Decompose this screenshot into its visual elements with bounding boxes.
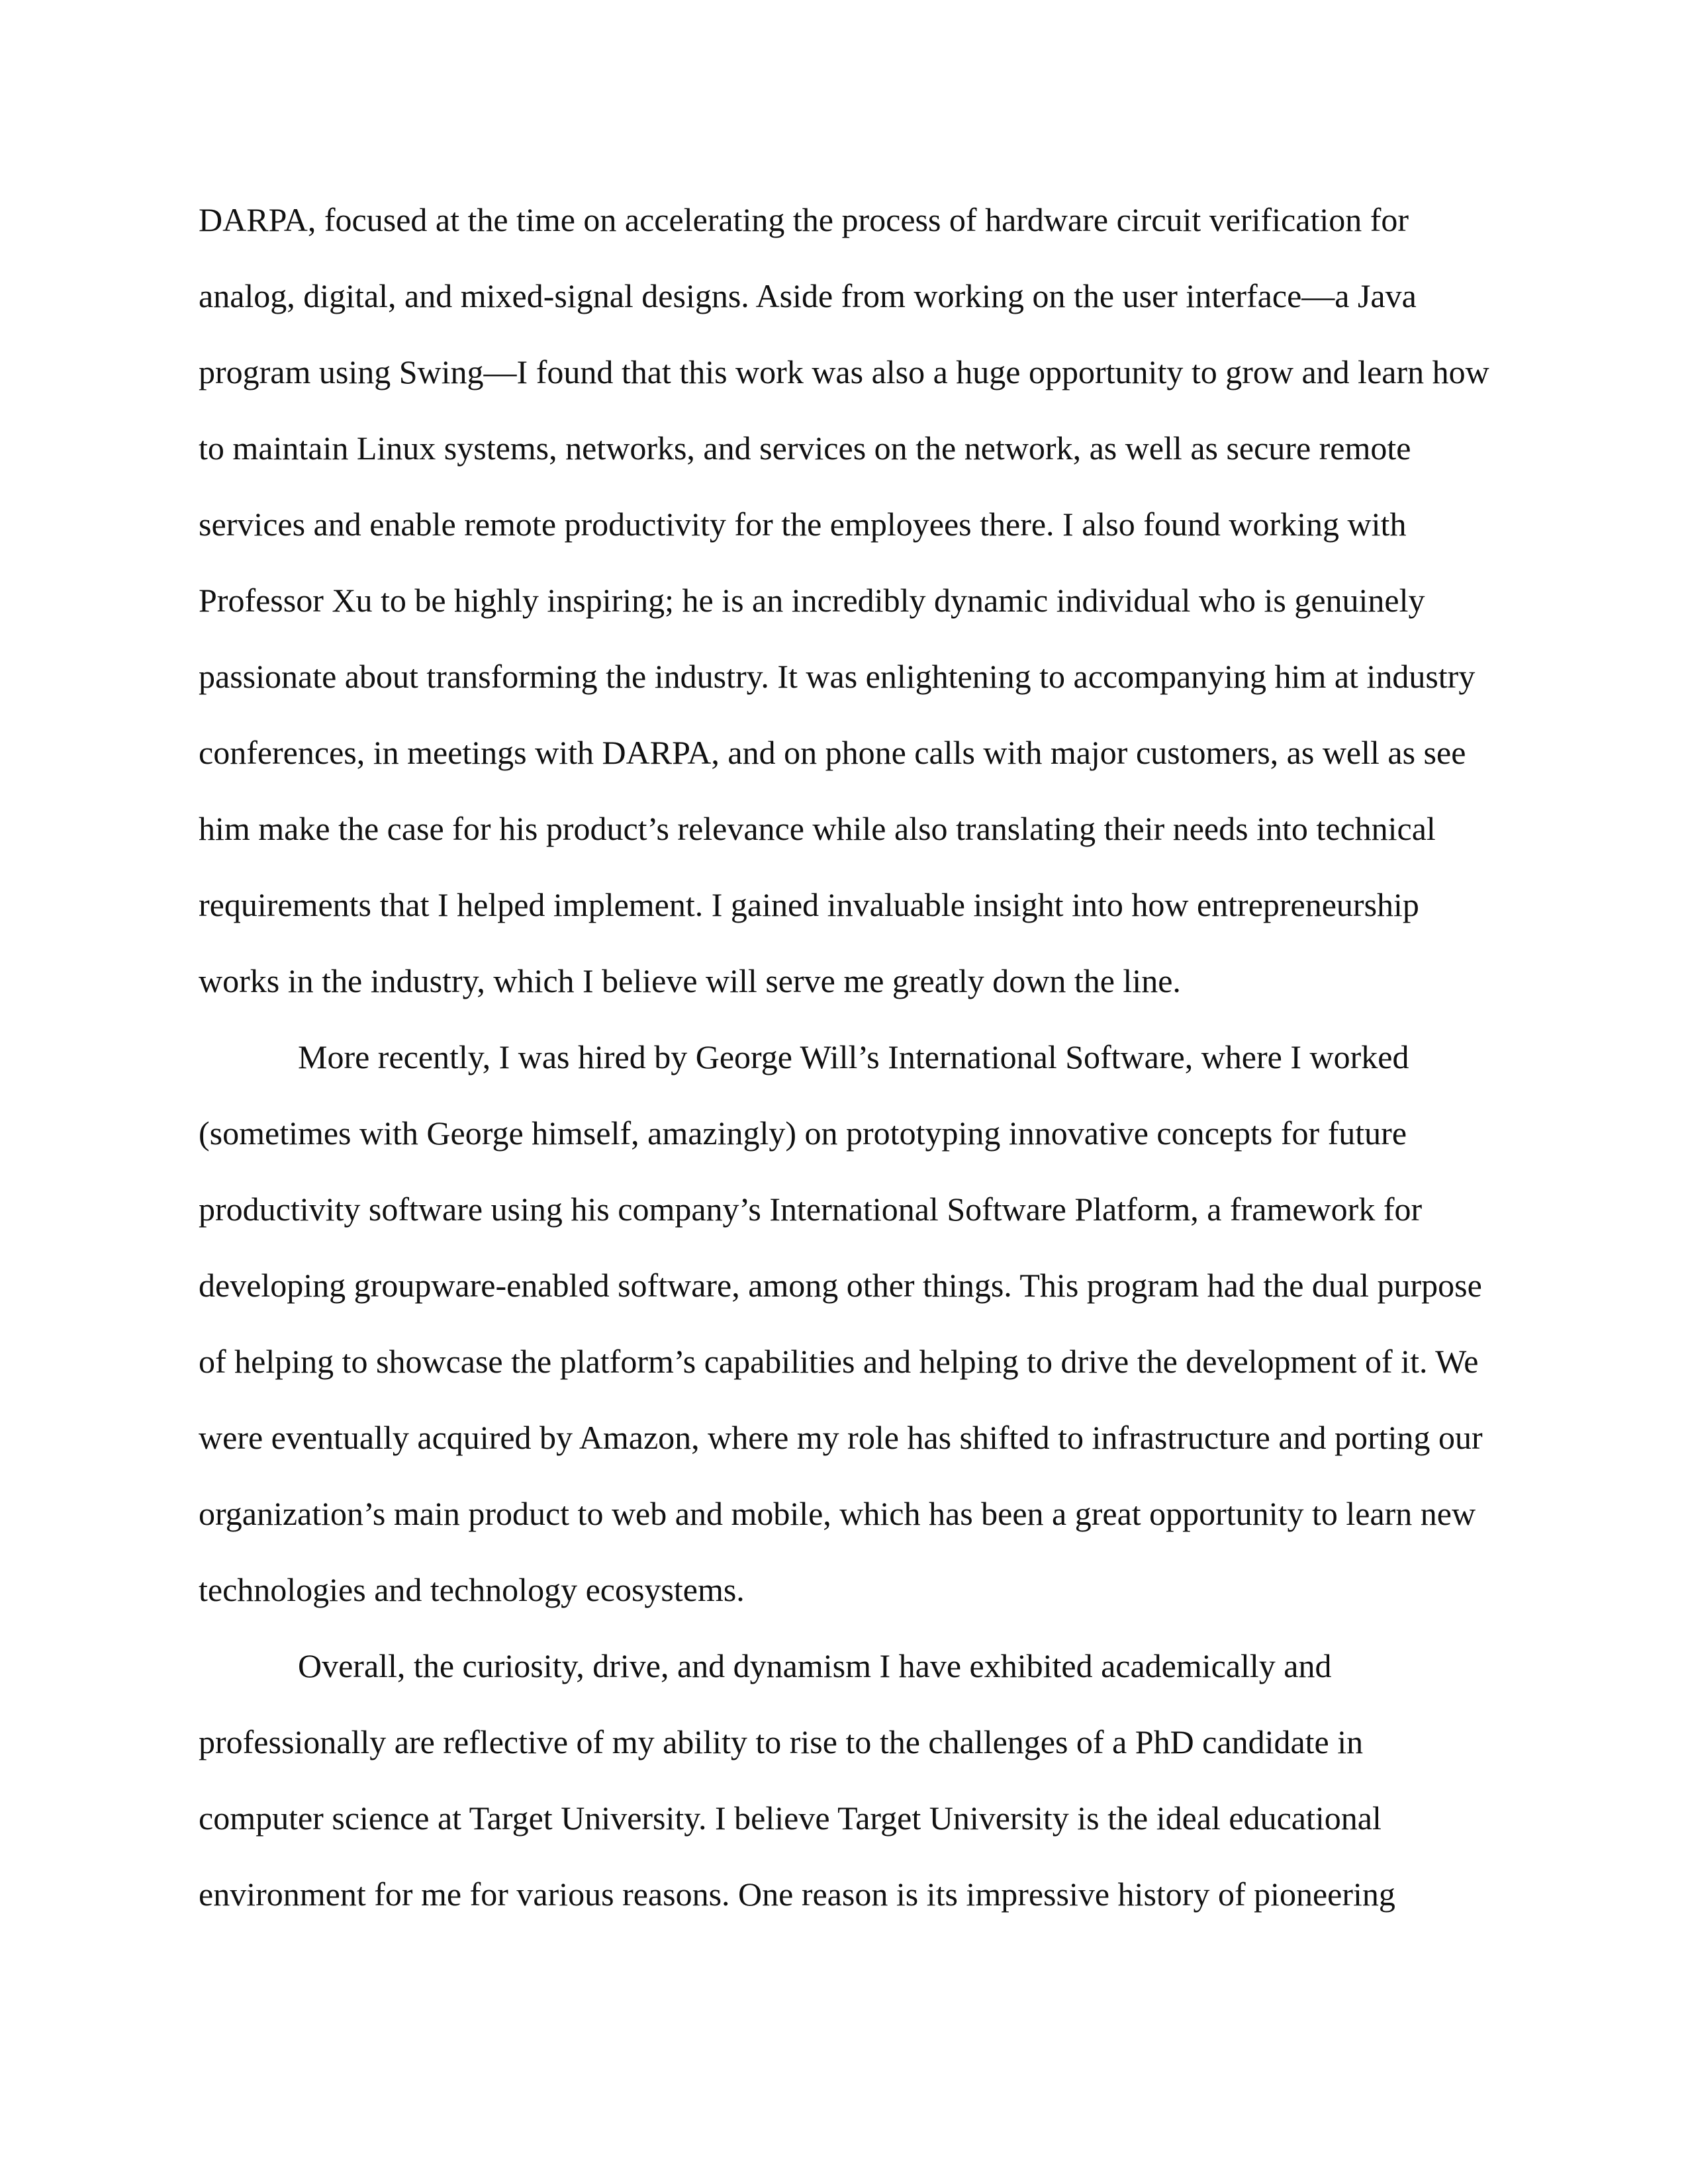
text-line: Overall, the curiosity, drive, and dynamism I have exhibited academically and xyxy=(298,1647,1332,1684)
body-text xyxy=(199,193,1496,1944)
text-line: were eventually acquired by Amazon, where my role has shifted to infrastructure and porting our xyxy=(199,1419,1483,1456)
text-line: services and enable remote productivity for the employees there. I also found working with xyxy=(199,506,1407,543)
paragraph xyxy=(199,1639,1496,1944)
text-line: (sometimes with George himself, amazingly) on prototyping innovative concepts for future xyxy=(199,1115,1407,1152)
text-line: conferences, in meetings with DARPA, and on phone calls with major customers, as well as see xyxy=(199,734,1466,771)
text-line: of helping to showcase the platform’s capabilities and helping to drive the development of it. We xyxy=(199,1343,1479,1380)
text-line: developing groupware-enabled software, among other things. This program had the dual purpose xyxy=(199,1267,1482,1304)
text-line: him make the case for his product’s relevance while also translating their needs into technical xyxy=(199,810,1436,847)
text-line: Professor Xu to be highly inspiring; he is an incredibly dynamic individual who is genuinely xyxy=(199,582,1425,619)
text-line: computer science at Target University. I believe Target University is the ideal educational xyxy=(199,1799,1382,1837)
text-line: professionally are reflective of my ability to rise to the challenges of a PhD candidate in xyxy=(199,1723,1364,1760)
text-line: to maintain Linux systems, networks, and services on the network, as well as secure remote xyxy=(199,430,1411,467)
text-line: passionate about transforming the industry. It was enlightening to accompanying him at industry xyxy=(199,658,1476,695)
text-line: More recently, I was hired by George Will’s International Software, where I worked xyxy=(298,1038,1409,1075)
text-line: technologies and technology ecosystems. xyxy=(199,1571,745,1608)
text-line: requirements that I helped implement. I gained invaluable insight into how entrepreneurship xyxy=(199,886,1419,923)
text-line: environment for me for various reasons. One reason is its impressive history of pioneering xyxy=(199,1876,1395,1913)
text-line: program using Swing—I found that this work was also a huge opportunity to grow and learn how xyxy=(199,353,1489,390)
paragraph xyxy=(199,1030,1496,1639)
text-line: works in the industry, which I believe will serve me greatly down the line. xyxy=(199,962,1181,999)
paragraph xyxy=(199,193,1496,1030)
text-line: analog, digital, and mixed-signal designs. Aside from working on the user interface—a Java xyxy=(199,277,1417,314)
text-line: DARPA, focused at the time on accelerating the process of hardware circuit verification for xyxy=(199,201,1409,238)
text-line: productivity software using his company’s International Software Platform, a framework for xyxy=(199,1191,1423,1228)
text-line: organization’s main product to web and mobile, which has been a great opportunity to learn new xyxy=(199,1495,1476,1532)
